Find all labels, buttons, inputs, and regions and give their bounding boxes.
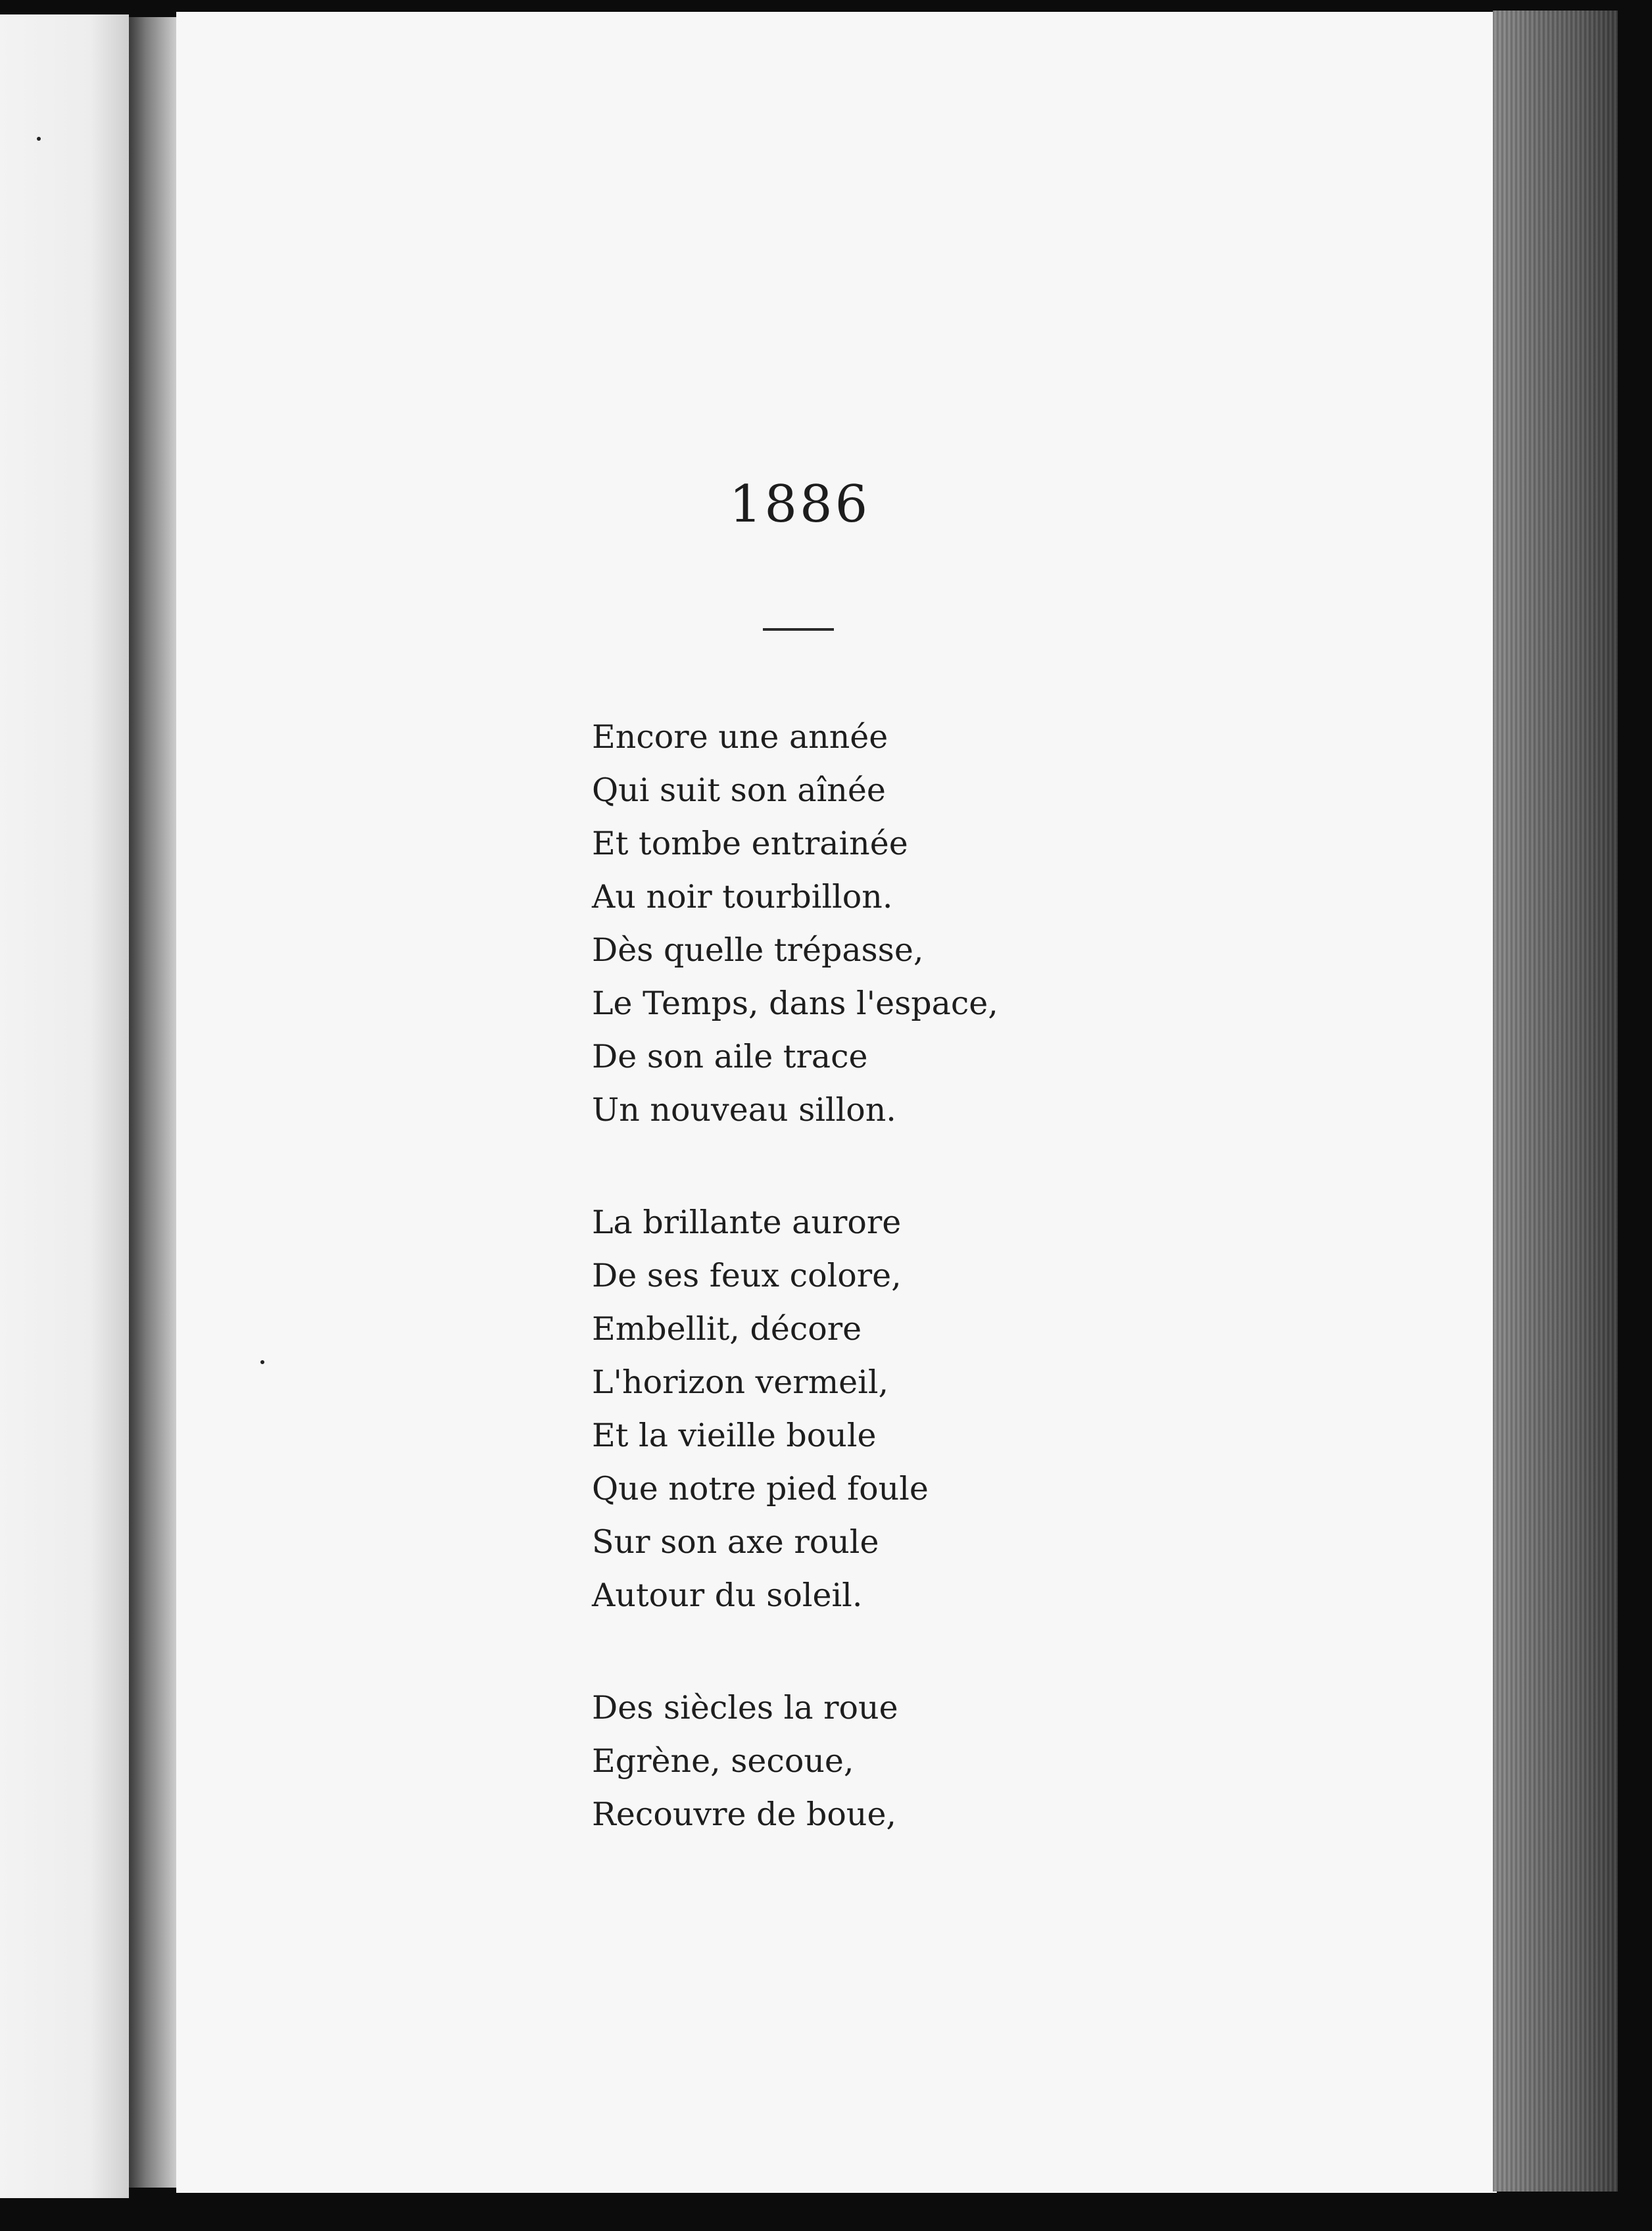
- poem-line: Qui suit son aînée: [592, 772, 886, 809]
- stacked-page-edges: [1493, 11, 1618, 2192]
- poem-line: L'horizon vermeil,: [592, 1363, 889, 1401]
- poem-title: 1886: [729, 475, 871, 534]
- poem-line: Embellit, décore: [592, 1310, 862, 1348]
- scan-speck: [37, 137, 41, 141]
- poem-line: Que notre pied foule: [592, 1470, 929, 1508]
- book-gutter: [129, 17, 178, 2188]
- poem-line: Recouvre de boue,: [592, 1796, 897, 1833]
- poem-line: Et la vieille boule: [592, 1417, 877, 1454]
- previous-page-edge: [0, 14, 129, 2198]
- poem-line: Sur son axe roule: [592, 1523, 879, 1561]
- poem-line: Un nouveau sillon.: [592, 1091, 896, 1129]
- poem-line: Autour du soleil.: [592, 1577, 863, 1614]
- poem-line: Egrène, secoue,: [592, 1742, 854, 1780]
- poem-line: Et tombe entrainée: [592, 825, 908, 862]
- poem-line: Le Temps, dans l'espace,: [592, 985, 998, 1022]
- poem-line: Au noir tourbillon.: [592, 878, 893, 916]
- poem-line: Encore une année: [592, 718, 888, 756]
- poem-line: De son aile trace: [592, 1038, 868, 1075]
- stanza-1: [592, 710, 1131, 1137]
- poem-body: [592, 710, 1131, 1841]
- poem-line: La brillante aurore: [592, 1204, 902, 1241]
- poem-line: Dès quelle trépasse,: [592, 931, 924, 969]
- scan-speck: [260, 1360, 264, 1364]
- title-divider: [763, 628, 834, 631]
- stanza-2: [592, 1196, 1131, 1622]
- stanza-3: [592, 1681, 1131, 1841]
- poem-line: Des siècles la roue: [592, 1689, 898, 1727]
- poem-line: De ses feux colore,: [592, 1257, 902, 1294]
